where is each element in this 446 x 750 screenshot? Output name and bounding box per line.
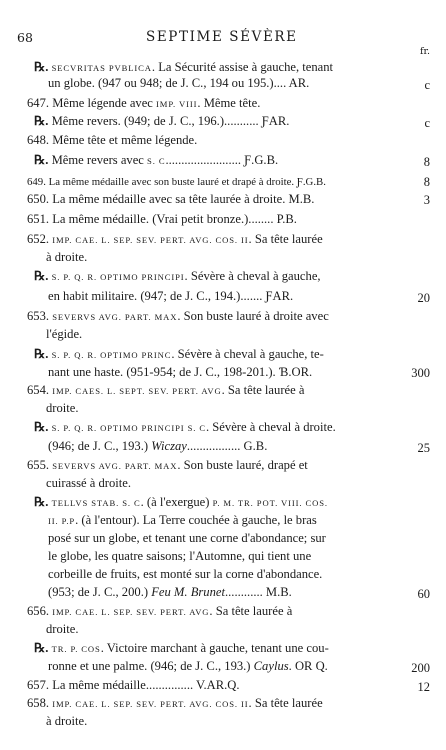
line-6-segment-2: Même revers avec [51, 153, 148, 167]
line-9-segment-1: 651. La même médaille. (Vrai petit bronze.)........ P.B. [27, 212, 297, 226]
price-value: 8 [423, 155, 430, 169]
line-22-segment-2: SEVERVS AVG. PART. MAX [52, 461, 178, 471]
line-4-segment-2: Même revers. (949; de J. C., 196.)........... ƑAR. [51, 114, 290, 128]
line-16-segment-3: . Sévère à cheval à gauche, te- [171, 347, 324, 361]
text-line-26 [48, 531, 326, 545]
text-line-13 [48, 289, 293, 303]
text-line-8 [27, 192, 314, 206]
line-19-segment-1: droite. [46, 401, 79, 415]
line-10-segment-3: . Sa tête laurée [248, 232, 323, 246]
line-4-segment-1: ℞. [34, 114, 52, 128]
line-31-segment-1: droite. [46, 622, 79, 636]
price-value: 200 [411, 661, 430, 675]
line-3-segment-2: IMP. VIII [156, 99, 198, 109]
line-6-segment-3: S. C [147, 156, 166, 166]
text-line-20 [34, 420, 336, 435]
text-line-17 [48, 365, 312, 379]
line-22-segment-3: . Son buste lauré, drapé et [177, 458, 308, 472]
text-line-15 [46, 327, 82, 341]
line-18-segment-1: 654. [27, 383, 53, 397]
line-2-segment-1: un globe. (947 ou 948; de J. C., 194 ou 195.).... AR. [48, 76, 310, 90]
running-title: SEPTIME SÉVÈRE [146, 29, 298, 45]
line-27-segment-1: le globe, les quatre saisons; l'Automne, qui tient une [48, 549, 312, 563]
line-1-segment-2: SECVRITAS PVBLICA [51, 63, 152, 73]
line-32-segment-2: TR. P. COS [51, 644, 101, 654]
text-line-1 [34, 60, 333, 75]
line-30-segment-2: IMP. CAE. L. SEP. SEV. PERT. AVG [52, 607, 210, 617]
line-35-segment-1: 658. [27, 696, 53, 710]
line-21-segment-3: ................. G.B. [186, 439, 268, 453]
line-12-segment-1: ℞. [34, 269, 52, 283]
text-line-11 [46, 250, 87, 264]
price-value: 300 [411, 366, 430, 380]
line-29-segment-1: (953; de J. C., 200.) [48, 585, 152, 599]
text-line-31 [46, 622, 79, 636]
text-line-22 [27, 458, 308, 473]
price-value: 25 [417, 441, 430, 455]
line-30-segment-1: 656. [27, 604, 53, 618]
text-line-3 [27, 96, 260, 111]
line-35-segment-2: IMP. CAE. L. SEP. SEV. PERT. AVG. COS. II [52, 699, 249, 709]
line-36-segment-1: à droite. [46, 714, 88, 728]
text-line-36 [46, 714, 87, 728]
line-6-segment-1: ℞. [34, 153, 52, 167]
line-14-segment-1: 653. [27, 309, 53, 323]
text-line-27 [48, 549, 311, 563]
price-value: 12 [417, 680, 430, 694]
line-25-segment-1: II. P.P [48, 516, 76, 526]
text-line-7 [27, 174, 326, 189]
line-3-segment-1: 647. Même légende avec [27, 96, 157, 110]
line-24-segment-2: TELLVS STAB. S. C [51, 498, 141, 508]
price-value: 3 [423, 193, 430, 207]
line-21-segment-1: (946; de J. C., 193.) [48, 439, 152, 453]
price-value: 60 [417, 587, 430, 601]
text-line-28 [48, 567, 322, 581]
line-34-segment-1: 657. La même médaille............... V.AR.Q. [27, 678, 240, 692]
line-16-segment-2: S. P. Q. R. OPTIMO PRINC [51, 350, 172, 360]
text-line-19 [46, 401, 79, 415]
line-20-segment-3: . Sévère à cheval à droite. [206, 420, 336, 434]
line-22-segment-1: 655. [27, 458, 53, 472]
line-24-segment-4: P. M. TR. POT. VIII. COS. [212, 498, 328, 508]
text-line-5 [27, 133, 197, 147]
line-17-segment-1: nant une haste. (951-954; de J. C., 198-201.). Ɓ.OR. [48, 365, 313, 379]
text-line-18 [27, 383, 304, 398]
line-12-segment-2: S. P. Q. R. OPTIMO PRINCIPI [51, 272, 185, 282]
line-1-segment-1: ℞. [34, 60, 52, 74]
text-line-10 [27, 232, 323, 247]
price-value: 20 [417, 291, 430, 305]
text-line-24 [34, 495, 328, 510]
line-33-segment-3: . OR Q. [288, 659, 328, 673]
text-line-35 [27, 696, 323, 711]
text-line-32 [34, 641, 329, 656]
line-7-segment-1: 649. La même médaille avec son buste lauré et drapé à droite. Ƒ.G.B. [27, 176, 326, 188]
price-column-label: fr. [420, 46, 431, 57]
line-13-segment-1: en habit militaire. (947; de J. C., 194.)....... ƑAR. [48, 289, 294, 303]
price-value: 8 [423, 175, 430, 189]
line-3-segment-3: . Même tête. [197, 96, 261, 110]
line-33-segment-1: ronne et une palme. (946; de J. C., 193.) [48, 659, 254, 673]
line-29-segment-3: ............ M.B. [225, 585, 292, 599]
line-6-segment-4: ........................ Ƒ.G.B. [165, 153, 279, 167]
text-line-29 [48, 585, 292, 599]
line-25-segment-2: . (à l'entour). La Terre couchée à gauche, le bras [75, 513, 317, 527]
line-20-segment-1: ℞. [34, 420, 52, 434]
text-line-14 [27, 309, 329, 324]
line-10-segment-2: IMP. CAE. L. SEP. SEV. PERT. AVG. COS. II [52, 235, 249, 245]
line-32-segment-3: . Victoire marchant à gauche, tenant une cou- [100, 641, 329, 655]
text-line-34 [27, 678, 240, 692]
line-14-segment-3: . Son buste lauré à droite avec [177, 309, 329, 323]
line-11-segment-1: à droite. [46, 250, 88, 264]
line-16-segment-1: ℞. [34, 347, 52, 361]
text-line-23 [46, 476, 131, 490]
line-14-segment-2: SEVERVS AVG. PART. MAX [52, 312, 178, 322]
text-line-2 [48, 76, 309, 90]
text-line-21 [48, 439, 267, 453]
line-20-segment-2: S. P. Q. R. OPTIMO PRINCIPI S. C [51, 423, 206, 433]
line-24-segment-3: . (à l'exergue) [140, 495, 213, 509]
line-21-segment-2: Wiczay [151, 439, 187, 453]
line-5-segment-1: 648. Même tête et même légende. [27, 133, 198, 147]
page-number: 68 [17, 30, 33, 45]
line-18-segment-3: . Sa tête laurée à [221, 383, 305, 397]
price-value: c [424, 116, 430, 130]
line-24-segment-1: ℞. [34, 495, 52, 509]
line-32-segment-1: ℞. [34, 641, 52, 655]
line-12-segment-3: . Sévère à cheval à gauche, [184, 269, 321, 283]
line-23-segment-1: cuirassé à droite. [46, 476, 131, 490]
line-26-segment-1: posé sur un globe, et tenant une corne d'abondance; sur [48, 531, 326, 545]
line-8-segment-1: 650. La même médaille avec sa tête laurée à droite. M.B. [27, 192, 315, 206]
text-line-30 [27, 604, 292, 619]
line-10-segment-1: 652. [27, 232, 53, 246]
line-35-segment-3: . Sa tête laurée [248, 696, 323, 710]
text-line-4 [34, 114, 289, 128]
line-29-segment-2: Feu M. Brunet [151, 585, 225, 599]
line-28-segment-1: corbeille de fruits, est monté sur la corne d'abondance. [48, 567, 323, 581]
line-1-segment-3: . La Sécurité assise à gauche, tenant [151, 60, 334, 74]
line-15-segment-1: l'égide. [46, 327, 83, 341]
line-33-segment-2: Caylus [253, 659, 289, 673]
line-18-segment-2: IMP. CAES. L. SEPT. SEV. PERT. AVG [52, 386, 222, 396]
text-line-6 [34, 153, 278, 168]
text-line-16 [34, 347, 324, 362]
text-line-33 [48, 659, 328, 673]
price-value: c [424, 78, 430, 92]
line-30-segment-3: . Sa tête laurée à [209, 604, 293, 618]
text-line-9 [27, 212, 297, 226]
text-line-12 [34, 269, 321, 284]
text-line-25 [48, 513, 317, 528]
